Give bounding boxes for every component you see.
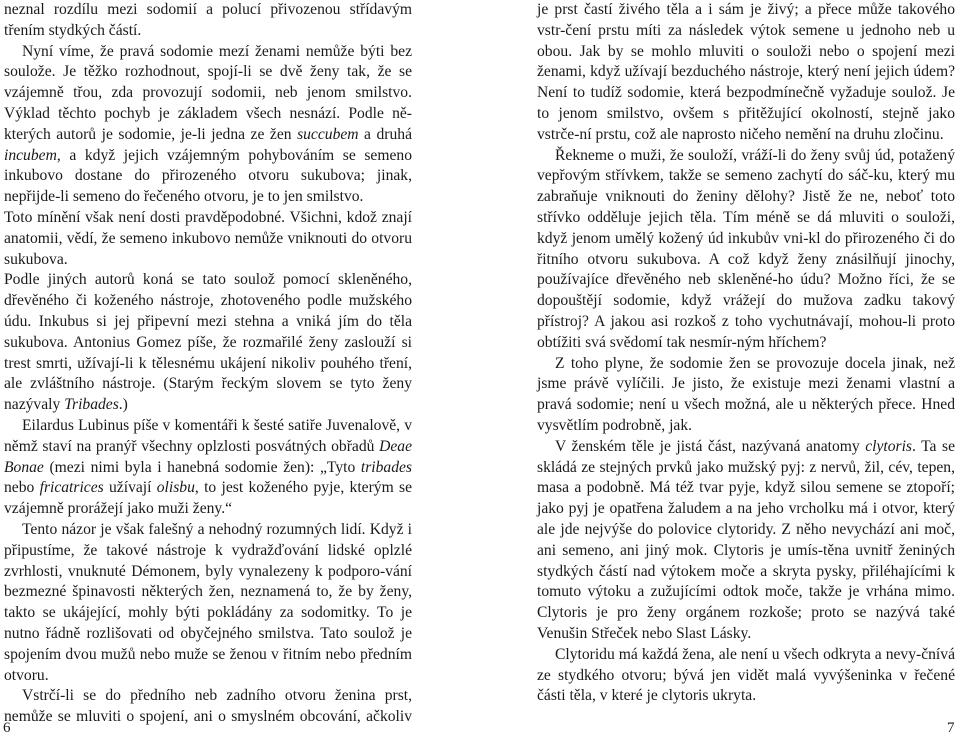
paragraph: Vstrčí-li se do předního neb zadního otvoru ženina prst, nemůže se mluviti o spojení, ani o smyslném obcování, ačkoliv xyxy=(4,687,412,726)
page-number: 6 xyxy=(3,720,11,736)
paragraph: V ženském těle je jistá část, nazývaná anatomy clytoris. Ta se skládá ze stejných prvků jako mužský pyj: z nervů, žil, cév, tepen, masa a podobně. Má též tvar pyje, když silou semene se ztopoří; jako pyj je opatřena žaludem a na jeho vrcholku má i otvor, který ale jde nejvýše do polovice clytoridy. Z něho nevychází ani moč, ani semeno, ani jiný mok. Clytoris je umís-těna uvnitř ženiných stydkých částí nad výtokem moče a skryta pysky, přiléhajícími k tomuto výtoku a zužujícími odtok moče, takže je vrhána mimo. Clytoris je pro ženy orgánem rozkoše; proto se nazývá také Venušin Střeček nebo Slast Lásky. xyxy=(537,437,955,642)
right-page-text xyxy=(537,0,955,707)
right-page xyxy=(480,0,960,741)
paragraph: je prst častí živého těla a i sám je živý; a přece může takového vstr-čení prstu míti za následek výtok semene u jednoho neb u obou. Jak by se mohlo mluviti o souloži nebo o spojení mezi ženami, když užívají bezduchého nástroje, který není jejich údem? Není to tudíž sodomie, která bezpodmínečně vyžaduje soulož. Je to jenom smilstvo, ovšem s přitěžující okolností, stejně jako vstrče-ní prstu, což ale naprosto ničeho nemění na druhu zločinu. xyxy=(537,1,955,143)
left-page-text xyxy=(4,0,412,728)
paragraph: neznal rozdílu mezi sodomií a polucí přivozenou střídavým třením stydkých částí. xyxy=(4,1,412,39)
page-number: 7 xyxy=(947,720,955,736)
paragraph: Eilardus Lubinus píše v komentáři k šesté satiře Juvenalově, v němž staví na pranýř všechny oplzlosti posvátných obřadů Deae Bonae (mezi nimi byla i hanebná sodomie žen): „Tyto tribades nebo fricatrices užívají olisbu, to jest koženého pyje, kterým se vzájemně prorážejí jako muži ženy.“ xyxy=(4,416,412,518)
paragraph: Nyní víme, že pravá sodomie mezí ženami nemůže býti bez souložе. Je těžko rozhodnout, spojí-li se dvě ženy tak, že se vzájemně třou, zda provozují sodomii, neb jenom smilstvo. Výklad těchto pochyb je základem všech nesnází. Podle ně-kterých autorů je sodomie, je-li jedna ze žen succubem a druhá incubem, a když jejich vzájemným pohybováním se semeno inkubovo dostane do přirozeného otvoru sukubova; jinak, nepřijde-li semeno do řečeného otvoru, je to jen smilstvo. xyxy=(4,42,412,206)
paragraph: Toto mínění však není dosti pravděpodobné. Všichni, kdož znají anatomii, vědí, že semeno inkubovo nemůže vniknouti do otvoru sukubova. xyxy=(4,208,412,268)
paragraph: Z toho plyne, že sodomie žen se provozuje docela jinak, než jsme právě vylíčili. Je jisto, že existuje mezi ženami vlastní a pravá sodomie; není u všech možná, ale u některých přece. Hned vysvětlím podrobně, jak. xyxy=(537,354,955,434)
paragraph: Řekneme o muži, že souloží, vráží-li do ženy svůj úd, potažený vepřovým střívkem, takže se semeno zachytí do sáč-ku, který mu zabraňuje vniknouti do ženiny dělohy? Jistě že ne, neboť toto střívko odděluje jejich těla. Tím méně se dá mluviti o souloži, když jenom umělý kožený úd inkubův vni-kl do přirozeného či do řitního otvoru sukubova. A což když ženy znásilňují jinochy, používajíce dřevěného neb skleněné-ho údu? Možno říci, že se dopouštějí sodomie, když vrážejí do mužova zadku takový přístroj? A jakou asi rozkoš z toho vychutnávají, mohou-li proto obtížiti svá svědomí tak nesmír-ným hříchem? xyxy=(537,146,955,351)
paragraph: Tento názor je však falešný a nehodný rozumných lidí. Když i připustíme, že takové nástroje k vydražďování lidské oplzlé zvrhlosti, vnuknuté Démonem, byly vynalezeny k podporo-vání bezmezné špinavosti některých žen, neznamená to, že by ženy, takto se ukájející, mohly býti pokládány za sodomitky. To je nutno řádně rozlišovati od obyčejného smilstva. Tato soulož je spojením dvou mužů nebo muže se ženou v řitním nebo předním otvoru. xyxy=(4,520,412,684)
paragraph: Podle jiných autorů koná se tato soulož pomocí skleněného, dřevěného či koženého nástroje, zhotoveného podle mužského údu. Inkubus si jej připevní mezi stehna a vniká jím do těla sukubova. Antonius Gomez píše, že rozmařilé ženy zaslouží si trest smrti, užívají-li k tělesnému ukájení nikoliv pouhého tření, ale zvláštního nástroje. (Starým řeckým slovem se tyto ženy nazývaly Tribades.) xyxy=(4,271,412,414)
paragraph: Clytoridu má každá žena, ale není u všech odkryta a nevy-čnívá ze stydkého otvoru; bývá jen vidět malá vyvýšeninka v řečené části těla, v které je clytoris ukryta. xyxy=(537,645,955,705)
